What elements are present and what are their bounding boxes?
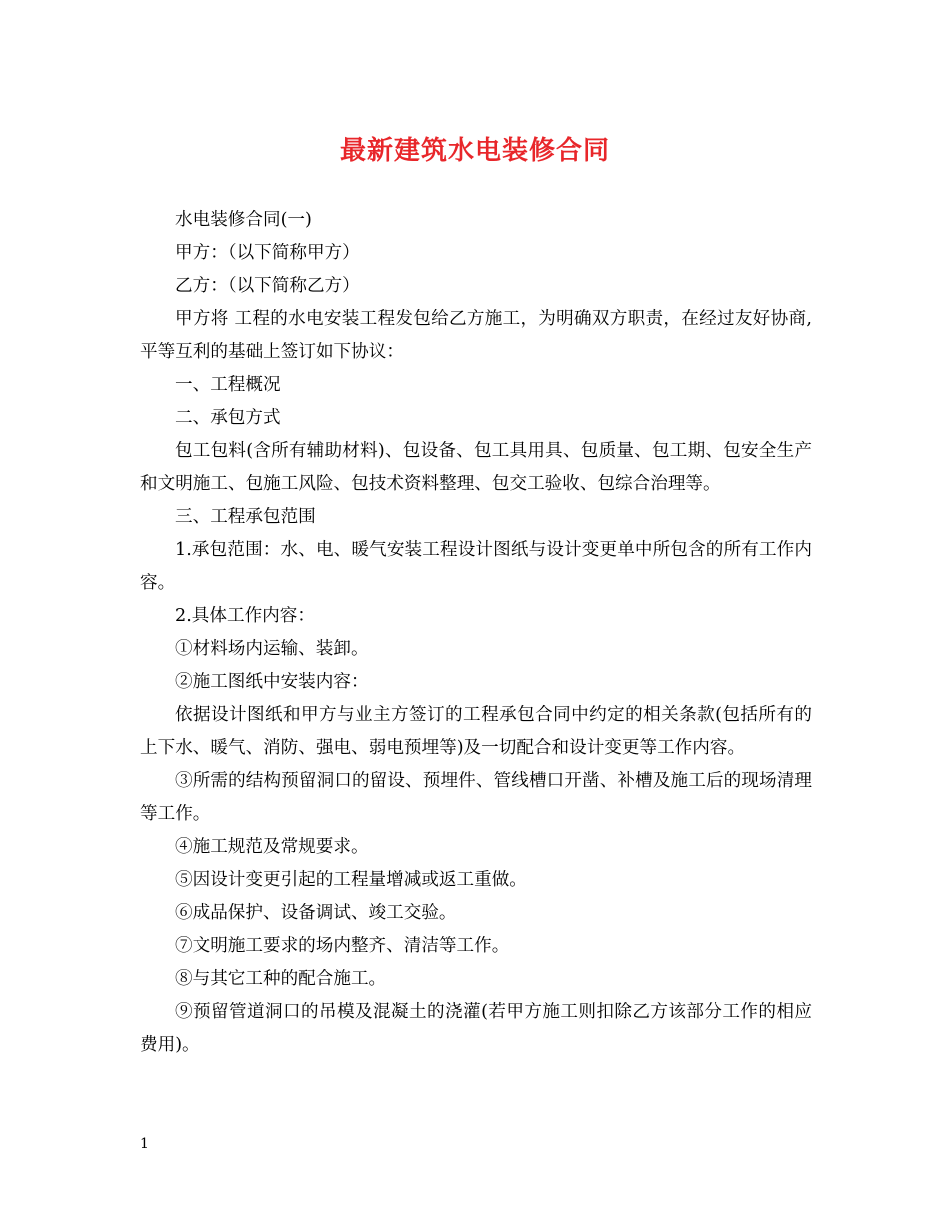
- paragraph: 包工包料(含所有辅助材料)、包设备、包工具用具、包质量、包工期、包安全生产和文明施工、包施工风险、包技术资料整理、包交工验收、包综合治理等。: [140, 441, 812, 494]
- list-item: ⑨预留管道洞口的吊模及混凝土的浇灌(若甲方施工则扣除乙方该部分工作的相应费用)。: [140, 1002, 812, 1055]
- list-item: ③所需的结构预留洞口的留设、预埋件、管线槽口开凿、补槽及施工后的现场清理等工作。: [140, 771, 812, 824]
- list-item: ④施工规范及常规要求。: [175, 837, 369, 857]
- document-title: 最新建筑水电装修合同: [339, 136, 610, 166]
- paragraph: 依据设计图纸和甲方与业主方签订的工程承包合同中约定的相关条款(包括所有的上下水、暖气、消防、强电、弱电预埋等)及一切配合和设计变更等工作内容。: [140, 705, 812, 758]
- paragraph: 甲方将 工程的水电安装工程发包给乙方施工，为明确双方职责，在经过友好协商,平等互利的基础上签订如下协议：: [140, 309, 812, 362]
- paragraph: 2.具体工作内容：: [175, 606, 315, 626]
- list-item: ⑧与其它工种的配合施工。: [175, 969, 387, 989]
- list-item: ①材料场内运输、装卸。: [175, 639, 369, 659]
- paragraph: 1.承包范围：水、电、暖气安装工程设计图纸与设计变更单中所包含的所有工作内容。: [140, 540, 812, 593]
- page-number: 1: [140, 1136, 149, 1152]
- list-item: ⑥成品保护、设备调试、竣工交验。: [175, 903, 457, 923]
- paragraph: 水电装修合同(一): [175, 210, 312, 230]
- section-heading: 一、工程概况: [175, 375, 281, 395]
- section-heading: 二、承包方式: [175, 408, 281, 428]
- document-body: [140, 204, 812, 1062]
- list-item: ⑤因设计变更引起的工程量增减或返工重做。: [175, 870, 527, 890]
- paragraph: 乙方：（以下简称乙方）: [175, 276, 360, 296]
- section-heading: 三、工程承包范围: [175, 507, 316, 527]
- list-item: ②施工图纸中安装内容：: [175, 672, 369, 692]
- list-item: ⑦文明施工要求的场内整齐、清洁等工作。: [175, 936, 510, 956]
- paragraph: 甲方：（以下简称甲方）: [175, 243, 360, 263]
